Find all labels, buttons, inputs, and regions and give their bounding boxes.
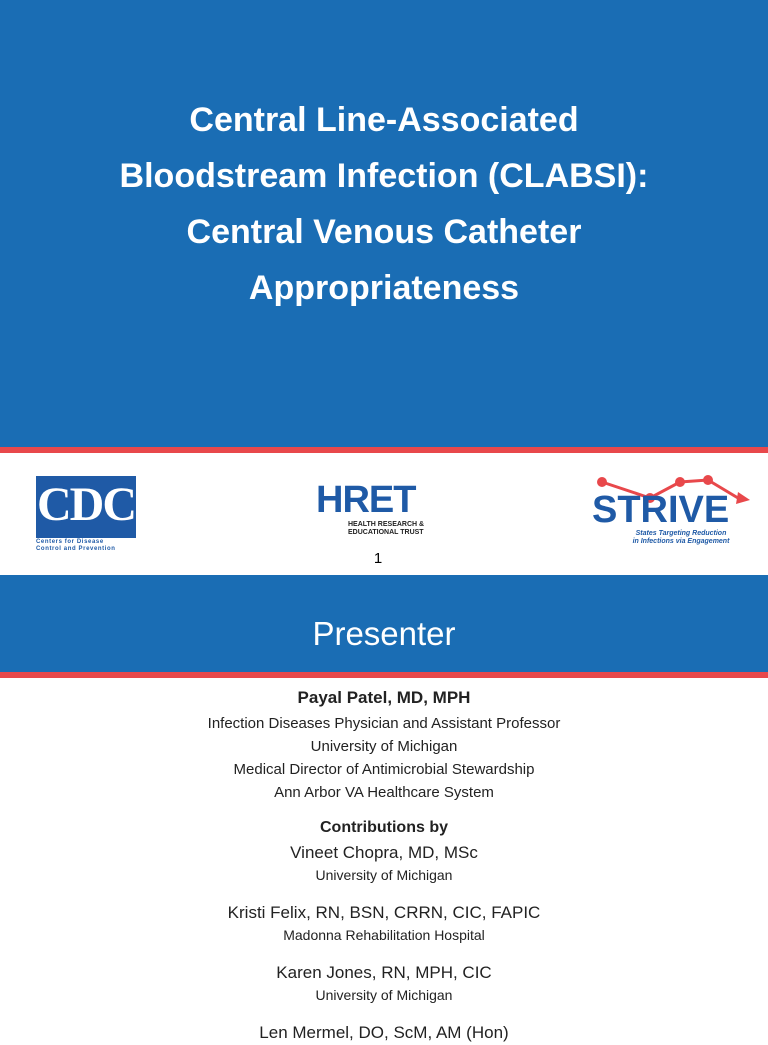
contributor-name: Karen Jones, RN, MPH, CIC xyxy=(276,963,492,982)
presenter-block xyxy=(0,684,768,1045)
title-line: Central Line-Associated xyxy=(189,101,579,139)
contributor-name: Len Mermel, DO, ScM, AM (Hon) xyxy=(259,1023,509,1042)
presenter-role: Infection Diseases Physician and Assistant Professor xyxy=(207,715,561,732)
strive-logo: STRIVE xyxy=(592,489,730,531)
cdc-logo xyxy=(36,476,136,538)
cdc-logo-subtitle xyxy=(36,539,146,553)
contributor-org: University of Michigan xyxy=(315,867,453,883)
strive-sub-line: States Targeting Reduction xyxy=(635,530,727,537)
slide-title xyxy=(60,92,708,316)
contributor-org: Madonna Rehabilitation Hospital xyxy=(283,927,485,943)
presenter-role: Medical Director of Antimicrobial Stewardship xyxy=(233,761,535,778)
title-line: Appropriateness xyxy=(248,269,520,307)
hret-logo-subtitle xyxy=(348,521,448,537)
title-line: Bloodstream Infection (CLABSI): xyxy=(119,157,649,195)
hret-logo: HRET xyxy=(316,479,416,521)
slide-number: 1 xyxy=(373,550,383,567)
strive-sub-line: in Infections via Engagement xyxy=(632,538,730,545)
hret-sub-line: HEALTH RESEARCH & xyxy=(348,521,425,528)
strive-logo-subtitle xyxy=(606,530,756,546)
presenter-title: Presenter xyxy=(312,615,456,652)
presenter-affiliation: University of Michigan xyxy=(310,738,458,755)
contributor-org: University of Michigan xyxy=(315,987,453,1003)
presenter-affiliation: Ann Arbor VA Healthcare System xyxy=(274,784,494,801)
title-line: Central Venous Catheter xyxy=(186,213,582,251)
cdc-sub-line: Centers for Disease xyxy=(36,539,104,545)
contributor xyxy=(0,960,768,1006)
hret-sub-line: EDUCATIONAL TRUST xyxy=(348,529,424,536)
contributor-name: Vineet Chopra, MD, MSc xyxy=(290,843,478,862)
contributor xyxy=(0,840,768,886)
contributions-heading: Contributions by xyxy=(320,819,448,836)
red-divider xyxy=(0,672,768,678)
cdc-logo-text: CDC xyxy=(37,478,135,531)
contributor-name: Kristi Felix, RN, BSN, CRRN, CIC, FAPIC xyxy=(227,903,541,922)
cdc-sub-line: Control and Prevention xyxy=(36,546,116,552)
presenter-name: Payal Patel, MD, MPH xyxy=(297,688,471,707)
contributor xyxy=(0,900,768,946)
